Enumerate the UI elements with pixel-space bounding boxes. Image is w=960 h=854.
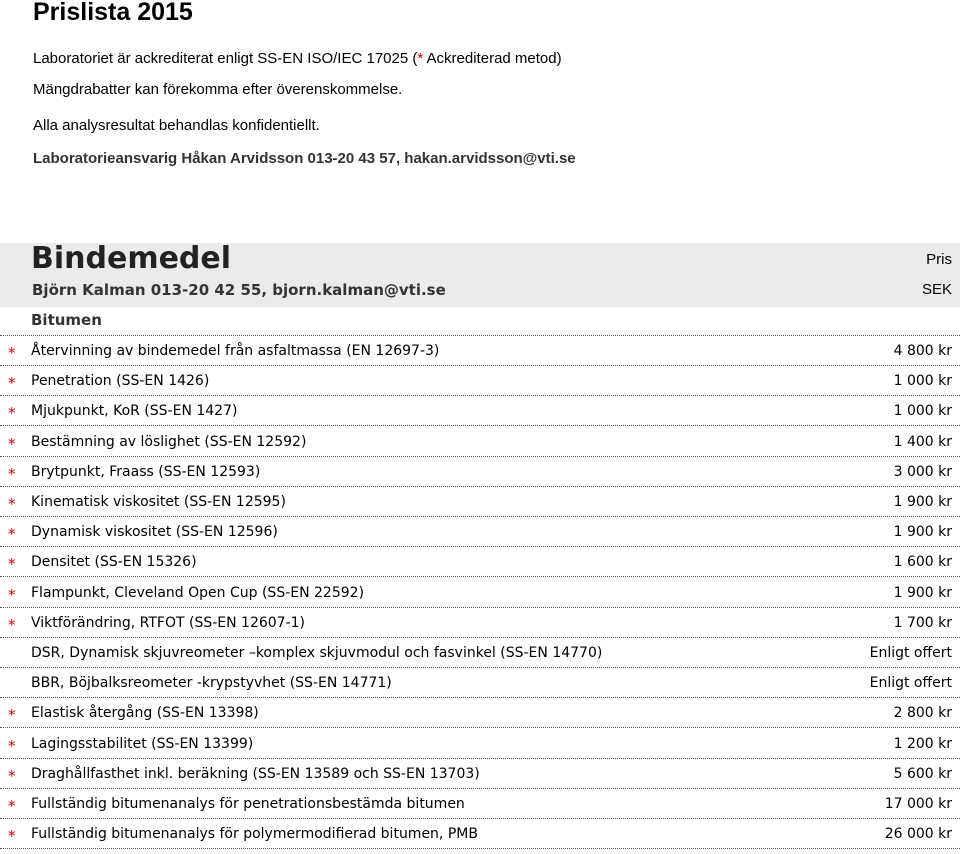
analysis-price: 1 900 kr <box>893 584 952 601</box>
table-row <box>0 366 960 396</box>
analysis-name: Dynamisk viskositet (SS-EN 12596) <box>31 524 278 541</box>
analysis-price: 1 400 kr <box>893 433 952 450</box>
accredited-star-icon: * <box>8 495 16 513</box>
analysis-price: 1 700 kr <box>893 614 952 631</box>
accreditation-suffix: Ackrediterad metod) <box>423 50 562 67</box>
accredited-star-icon: * <box>8 615 16 634</box>
table-row <box>0 789 960 819</box>
table-row <box>0 759 960 789</box>
analysis-name: Återvinning av bindemedel från asfaltmassa (EN 12697-3) <box>31 343 440 359</box>
table-row <box>0 638 960 668</box>
table-row <box>0 729 960 759</box>
analysis-price: 17 000 kr <box>884 796 952 812</box>
accredited-star-icon: * <box>8 766 16 785</box>
analysis-name: Mjukpunkt, KoR (SS-EN 1427) <box>31 403 238 420</box>
accredited-star-icon: * <box>8 706 16 725</box>
accredited-star-icon: * <box>8 434 16 453</box>
analysis-name: Draghållfasthet inkl. beräkning (SS-EN 13589 och SS-EN 13703) <box>31 765 480 782</box>
accredited-star-icon: * <box>8 525 16 544</box>
price-column-header: Pris <box>926 251 952 268</box>
analysis-name: Brytpunkt, Fraass (SS-EN 12593) <box>31 463 261 480</box>
accredited-star-icon: * <box>8 736 16 755</box>
accreditation-prefix: Laboratoriet är ackrediterat enligt SS-EN ISO/IEC 17025 ( <box>33 50 418 67</box>
section-contact: Björn Kalman 013-20 42 55, bjorn.kalman@vti.se <box>32 281 446 299</box>
analysis-name: Lagingsstabilitet (SS-EN 13399) <box>31 735 254 752</box>
analysis-price: Enligt offert <box>869 675 952 692</box>
analysis-price: 1 900 kr <box>893 494 952 510</box>
analysis-price: 3 000 kr <box>893 463 952 480</box>
row-divider <box>0 848 960 849</box>
table-row <box>0 547 960 577</box>
analysis-price: 1 200 kr <box>893 735 952 752</box>
table-row <box>0 336 960 366</box>
table-row <box>0 578 960 608</box>
analysis-name: Densitet (SS-EN 15326) <box>31 554 197 571</box>
accredited-star-icon: * <box>8 374 16 393</box>
table-row <box>0 487 960 517</box>
analysis-name: Elastisk återgång (SS-EN 13398) <box>31 705 259 722</box>
currency-column-header: SEK <box>921 281 952 298</box>
analysis-name: Fullständig bitumenanalys för penetrationsbestämda bitumen <box>31 796 465 812</box>
page-title: Prislista 2015 <box>33 0 193 26</box>
table-row <box>0 457 960 487</box>
table-row <box>0 819 960 849</box>
analysis-name: Viktförändring, RTFOT (SS-EN 12607-1) <box>31 614 305 631</box>
analysis-price: 1 600 kr <box>893 554 952 571</box>
analysis-price: Enligt offert <box>869 645 952 661</box>
lab-manager-contact: Laboratorieansvarig Håkan Arvidsson 013-20 43 57, hakan.arvidsson@vti.se <box>33 150 576 167</box>
analysis-price: 1 000 kr <box>893 373 952 390</box>
analysis-name: BBR, Böjbalksreometer -krypstyvhet (SS-EN 14771) <box>31 675 392 692</box>
table-row <box>0 396 960 426</box>
analysis-price: 5 600 kr <box>893 765 952 782</box>
analysis-name: Penetration (SS-EN 1426) <box>31 373 210 390</box>
accredited-star-icon: * <box>8 404 16 423</box>
accredited-star-icon: * <box>8 797 16 815</box>
table-row <box>0 698 960 728</box>
accredited-star-icon: * <box>417 50 424 67</box>
analysis-price: 26 000 kr <box>884 826 952 843</box>
discount-note: Mängdrabatter kan förekomma efter överenskommelse. <box>33 81 403 98</box>
analysis-price: 1 900 kr <box>893 524 952 541</box>
analysis-price: 1 000 kr <box>893 403 952 420</box>
analysis-name: Kinematisk viskositet (SS-EN 12595) <box>31 494 286 510</box>
analysis-price: 2 800 kr <box>893 705 952 722</box>
accreditation-note <box>33 50 562 67</box>
accredited-star-icon: * <box>8 555 16 574</box>
accredited-star-icon: * <box>8 585 16 604</box>
analysis-name: Fullständig bitumenanalys för polymermodifierad bitumen, PMB <box>31 826 478 843</box>
accredited-star-icon: * <box>8 827 16 846</box>
table-row <box>0 517 960 547</box>
analysis-name: Bestämning av löslighet (SS-EN 12592) <box>31 433 307 450</box>
table-row <box>0 668 960 698</box>
accredited-star-icon: * <box>8 464 16 483</box>
confidentiality-note: Alla analysresultat behandlas konfidentiellt. <box>33 117 320 134</box>
table-row <box>0 427 960 457</box>
analysis-price: 4 800 kr <box>893 343 952 359</box>
analysis-name: DSR, Dynamisk skjuvreometer –komplex skjuvmodul och fasvinkel (SS-EN 14770) <box>31 645 603 661</box>
analysis-name: Flampunkt, Cleveland Open Cup (SS-EN 22592) <box>31 584 365 601</box>
accredited-star-icon: * <box>8 344 16 362</box>
section-title: Bindemedel <box>31 241 232 276</box>
table-row <box>0 608 960 638</box>
subsection-heading: Bitumen <box>31 311 102 329</box>
